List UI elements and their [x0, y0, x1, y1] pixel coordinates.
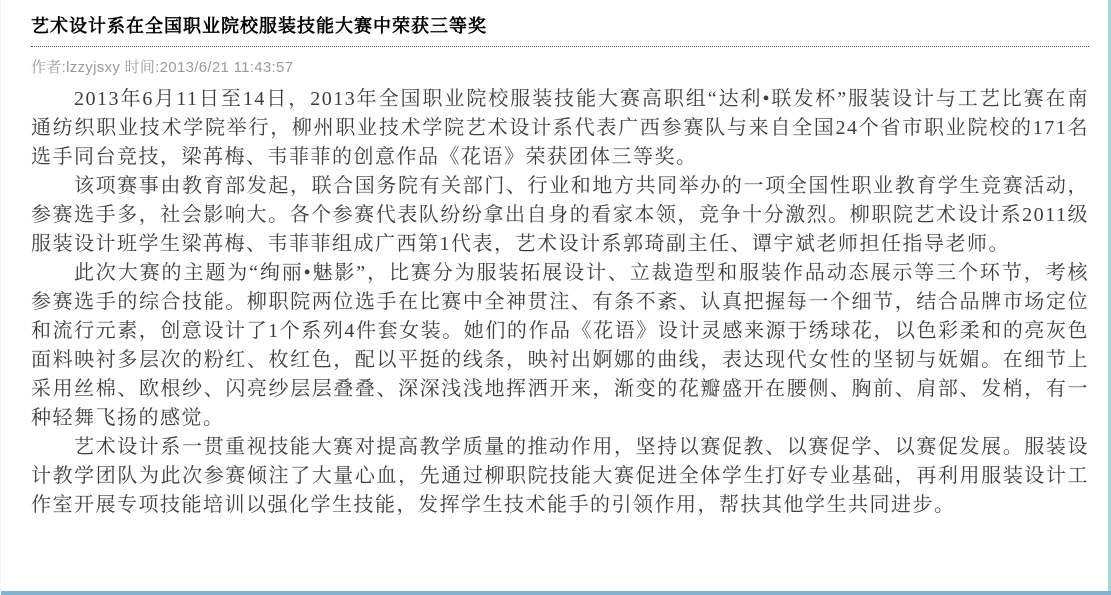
paragraph-3: 此次大赛的主题为“绚丽•魅影”，比赛分为服装拓展设计、立裁造型和服装作品动态展示等三个环节，考核参赛选手的综合技能。柳职院两位选手在比赛中全神贯注、有条不紊、认真把握每一个细节，结合品牌市场定位和流行元素，创意设计了1个系列4件套女装。她们的作品《花语》设计灵感来源于绣球花，以色彩柔和的亮灰色面料映衬多层次的粉红、枚红色，配以平挺的线条，映衬出婀娜的曲线，表达现代女性的坚韧与妩媚。在细节上采用丝棉、欧根纱、闪亮纱层层叠叠、深深浅浅地挥洒开来，渐变的花瓣盛开在腰侧、胸前、肩部、发梢，有一种轻舞飞扬的感觉。 [31, 262, 1089, 429]
article-content [1, 0, 1111, 520]
paragraph-4: 艺术设计系一贯重视技能大赛对提高教学质量的推动作用，坚持以赛促教、以赛促学、以赛促发展。服装设计教学团队为此次参赛倾注了大量心血，先通过柳职院技能大赛促进全体学生打好专业基础，再利用服装设计工作室开展专项技能培训以强化学生技能，发挥学生技术能手的引领作用，帮扶其他学生共同进步。 [31, 436, 1089, 516]
article-title: 艺术设计系在全国职业院校服装技能大赛中荣获三等奖 [31, 16, 487, 36]
article-meta: 作者:lzzyjsxy 时间:2013/6/21 11:43:57 [31, 59, 294, 76]
paragraph-1: 2013年6月11日至14日，2013年全国职业院校服装技能大赛高职组“达利•联发杯”服装设计与工艺比赛在南通纺织职业技术学院举行，柳州职业技术学院艺术设计系代表广西参赛队与来自全国24个省市职业院校的171名选手同台竞技，梁苒梅、韦菲菲的创意作品《花语》荣获团体三等奖。 [31, 88, 1089, 168]
bottom-accent-bar [1, 591, 1111, 595]
article-body [31, 85, 1089, 520]
paragraph-2: 该项赛事由教育部发起，联合国务院有关部门、行业和地方共同举办的一项全国性职业教育学生竞赛活动，参赛选手多，社会影响大。各个参赛代表队纷纷拿出自身的看家本领，竞争十分激烈。柳职院艺术设计系2011级服装设计班学生梁苒梅、韦菲菲组成广西第1代表，艺术设计系郭琦副主任、谭宇斌老师担任指导老师。 [31, 175, 1089, 255]
